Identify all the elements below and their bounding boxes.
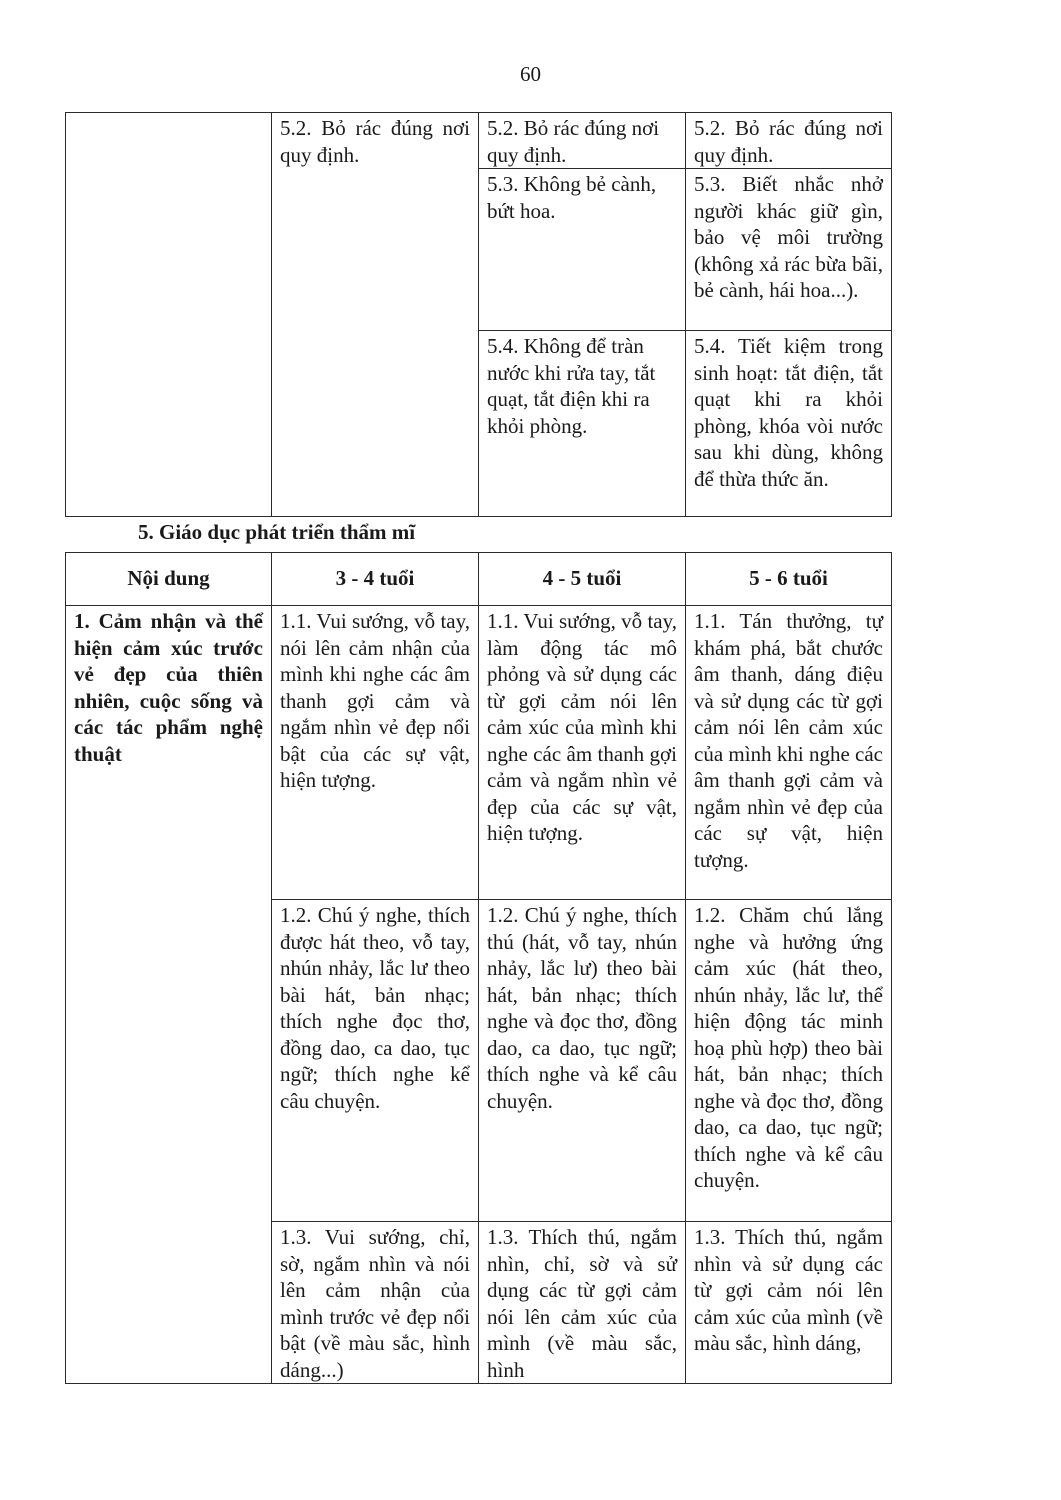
table-cell: 1.2. Chăm chú lắng nghe và hưởng ứng cảm xúc (hát theo, nhún nhảy, lắc lư, thể hiện động tác minh hoạ phù hợp) theo bài hát, bản nhạc; thích nghe và đọc thơ, đồng dao, ca dao, tục ngữ; thích nghe và kể câu chuyện. [686,900,892,1222]
table-cell: 5.3. Không bẻ cành, bứt hoa. [479,169,686,331]
column-header: 5 - 6 tuổi [686,553,892,606]
continued-table [65,112,892,517]
table-cell: 1.3. Thích thú, ngắm nhìn, chỉ, sờ và sử dụng các từ gợi cảm nói lên cảm xúc của mình (về màu sắc, hình [479,1222,686,1384]
page-number: 60 [520,62,541,86]
table-cell: 1.3. Vui sướng, chỉ, sờ, ngắm nhìn và nói lên cảm nhận của mình trước vẻ đẹp nổi bật (về màu sắc, hình dáng...) [272,1222,479,1384]
table-cell: 1.2. Chú ý nghe, thích được hát theo, vỗ tay, nhún nhảy, lắc lư theo bài hát, bản nhạc; thích nghe đọc thơ, đồng dao, ca dao, tục ngữ; thích nghe kể câu chuyện. [272,900,479,1222]
column-header: 4 - 5 tuổi [479,553,686,606]
table-row [66,113,892,169]
table-cell: 5.2. Bỏ rác đúng nơi quy định. [272,113,479,517]
table-header-row [66,553,892,606]
table-cell: 1.1. Vui sướng, vỗ tay, nói lên cảm nhận của mình khi nghe các âm thanh gợi cảm và ngắm nhìn vẻ đẹp nổi bật của các sự vật, hiện tượng. [272,606,479,900]
table-cell: 5.4. Tiết kiệm trong sinh hoạt: tắt điện, tắt quạt khi ra khỏi phòng, khóa vòi nước sau khi dùng, không để thừa thức ăn. [686,331,892,517]
table-cell: 1.3. Thích thú, ngắm nhìn và sử dụng các từ gợi cảm nói lên cảm xúc của mình (về màu sắc, hình dáng, [686,1222,892,1384]
table-cell: 5.2. Bỏ rác đúng nơi quy định. [479,113,686,169]
column-header: Nội dung [66,553,272,606]
table-cell [66,113,272,517]
column-header: 3 - 4 tuổi [272,553,479,606]
table-cell: 1.1. Vui sướng, vỗ tay, làm động tác mô phỏng và sử dụng các từ gợi cảm nói lên cảm xúc của mình khi nghe các âm thanh gợi cảm và ngắm nhìn vẻ đẹp của các sự vật, hiện tượng. [479,606,686,900]
table-cell: 1.2. Chú ý nghe, thích thú (hát, vỗ tay, nhún nhảy, lắc lư) theo bài hát, bản nhạc; thích nghe và đọc thơ, đồng dao, ca dao, tục ngữ; thích nghe và kể câu chuyện. [479,900,686,1222]
table-cell: 5.4. Không để tràn nước khi rửa tay, tắt quạt, tắt điện khi ra khỏi phòng. [479,331,686,517]
table-cell: 5.3. Biết nhắc nhở người khác giữ gìn, bảo vệ môi trường (không xả rác bừa bãi, bẻ cành, hái hoa...). [686,169,892,331]
section-title: 5. Giáo dục phát triển thẩm mĩ [138,520,416,544]
table-cell: 1.1. Tán thưởng, tự khám phá, bắt chước âm thanh, dáng điệu và sử dụng các từ gợi cảm nói lên cảm xúc của mình khi nghe các âm thanh gợi cảm và ngắm nhìn vẻ đẹp của các sự vật, hiện tượng. [686,606,892,900]
table-cell: 5.2. Bỏ rác đúng nơi quy định. [686,113,892,169]
table-row [66,606,892,900]
aesthetic-education-table [65,552,892,1384]
content-cell: 1. Cảm nhận và thể hiện cảm xúc trước vẻ đẹp của thiên nhiên, cuộc sống và các tác phẩm nghệ thuật [66,606,272,1384]
